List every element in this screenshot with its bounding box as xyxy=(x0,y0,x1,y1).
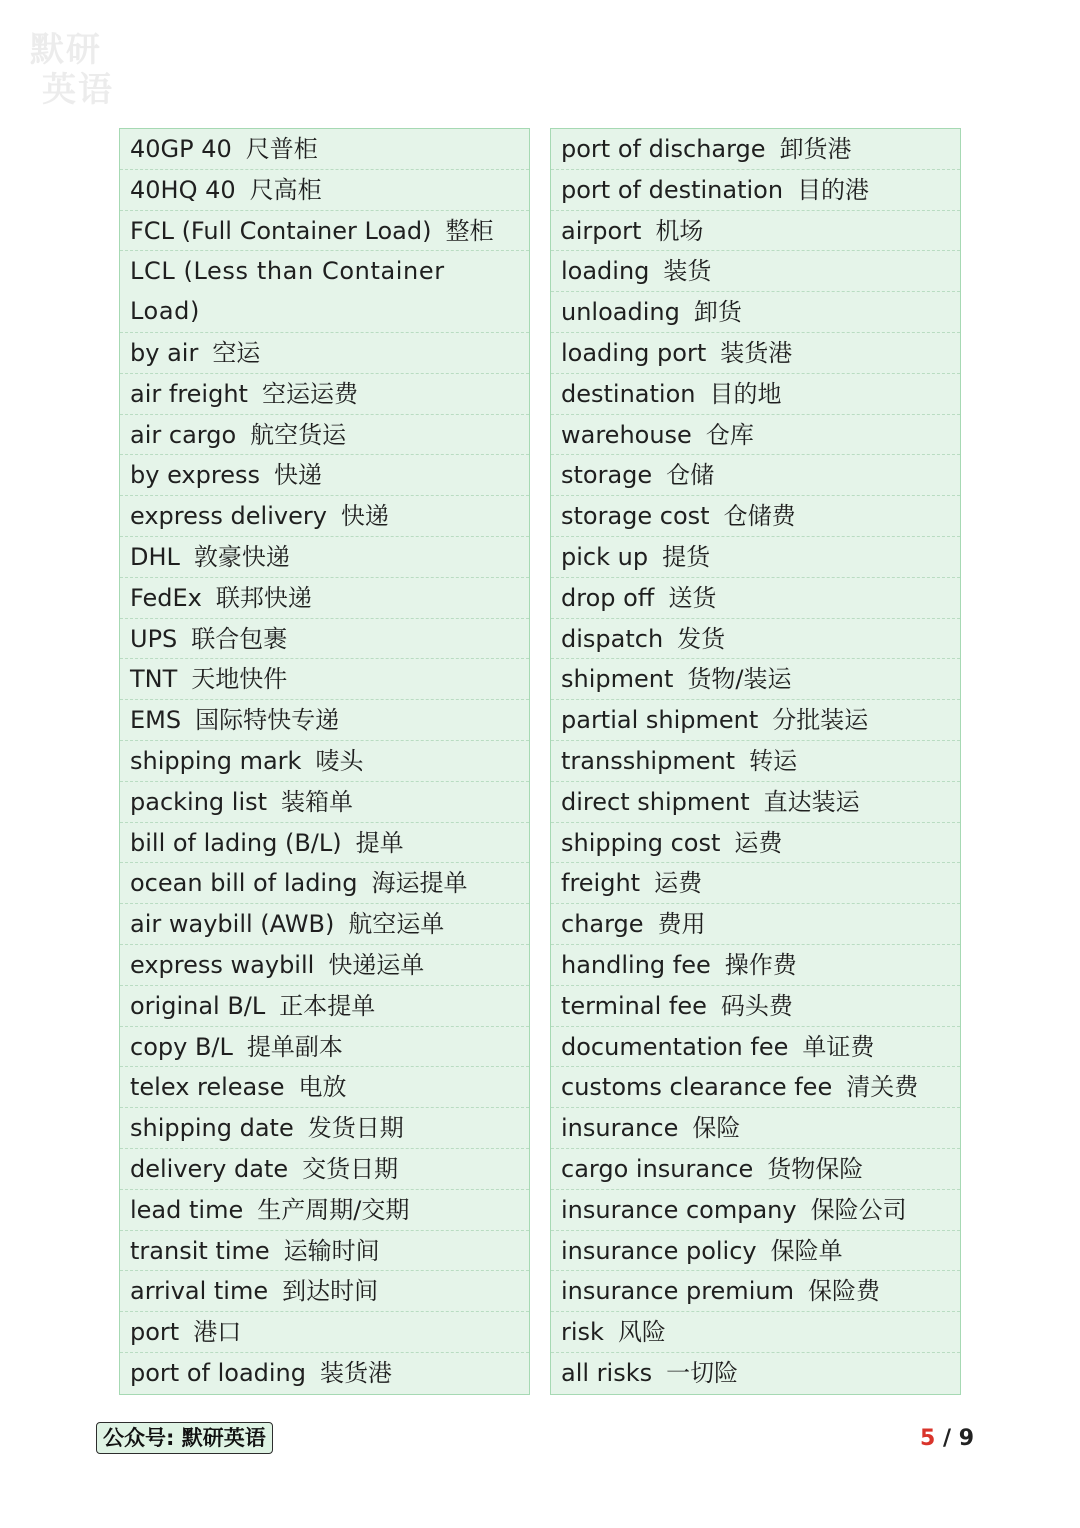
vocab-chinese: 操作费 xyxy=(724,950,797,979)
vocab-english: airport xyxy=(561,216,642,245)
page-current: 5 xyxy=(920,1426,936,1451)
vocab-row xyxy=(120,496,529,537)
vocab-row xyxy=(120,945,529,986)
vocab-row xyxy=(551,1108,960,1149)
vocab-chinese: 提单副本 xyxy=(246,1032,343,1061)
vocab-english: insurance xyxy=(561,1114,679,1143)
vocab-row xyxy=(120,863,529,904)
vocab-row xyxy=(120,333,529,374)
vocab-row xyxy=(120,455,529,496)
vocab-row xyxy=(551,945,960,986)
vocab-english: loading xyxy=(561,257,650,286)
vocab-row xyxy=(551,904,960,945)
vocab-row xyxy=(551,1353,960,1394)
vocab-english: FCL (Full Container Load) xyxy=(130,216,432,245)
vocab-row xyxy=(120,1312,529,1353)
vocab-chinese: 敦豪快递 xyxy=(193,542,290,571)
vocab-chinese: 空运 xyxy=(212,338,261,367)
vocab-row xyxy=(120,1231,529,1272)
vocab-chinese: 发货 xyxy=(677,624,726,653)
vocab-english: transshipment xyxy=(561,746,736,775)
vocab-row xyxy=(551,496,960,537)
vocab-english: cargo insurance xyxy=(561,1154,754,1183)
vocab-row xyxy=(551,741,960,782)
vocab-english: shipping mark xyxy=(130,746,302,775)
vocab-row xyxy=(551,659,960,700)
vocab-column-left xyxy=(119,128,530,1395)
vocab-row xyxy=(551,170,960,211)
vocab-row xyxy=(551,700,960,741)
vocab-row xyxy=(120,1149,529,1190)
vocab-chinese: 整柜 xyxy=(445,216,494,245)
vocab-row xyxy=(120,741,529,782)
vocab-chinese: 装货港 xyxy=(720,338,793,367)
vocab-chinese: 仓储费 xyxy=(723,502,796,531)
vocab-row xyxy=(551,782,960,823)
vocab-row xyxy=(551,578,960,619)
vocab-chinese: 装货 xyxy=(663,257,712,286)
vocab-chinese: 费用 xyxy=(657,910,706,939)
vocab-english: pick up xyxy=(561,542,649,571)
vocab-english: handling fee xyxy=(561,950,711,979)
page-number xyxy=(920,1426,974,1451)
vocab-row xyxy=(120,1190,529,1231)
vocab-chinese: 一切险 xyxy=(666,1358,739,1387)
vocab-chinese: 转运 xyxy=(749,746,798,775)
vocab-row xyxy=(120,619,529,660)
page-separator: / xyxy=(935,1426,959,1451)
vocab-english: storage xyxy=(561,461,653,490)
vocab-row xyxy=(120,1108,529,1149)
vocab-row xyxy=(120,782,529,823)
vocab-english: air cargo xyxy=(130,420,237,449)
vocab-english: port of destination xyxy=(561,175,784,204)
vocab-chinese: 目的地 xyxy=(709,379,782,408)
vocab-chinese: 保险 xyxy=(692,1114,741,1143)
vocab-row xyxy=(120,823,529,864)
vocab-english: freight xyxy=(561,869,641,898)
vocab-row xyxy=(551,823,960,864)
logo-line-1: 默研 xyxy=(30,30,102,70)
vocab-row xyxy=(551,1149,960,1190)
vocab-chinese: 机场 xyxy=(655,216,704,245)
vocab-chinese: 仓储 xyxy=(666,461,715,490)
logo-line-2: 英语 xyxy=(42,70,114,110)
vocab-row xyxy=(120,374,529,415)
vocab-column-right xyxy=(550,128,961,1395)
vocab-row xyxy=(120,251,529,333)
vocab-english: air waybill (AWB) xyxy=(130,910,335,939)
vocab-chinese: 快递 xyxy=(340,502,389,531)
vocab-row xyxy=(120,904,529,945)
vocab-english: express delivery xyxy=(130,502,327,531)
vocab-english: port xyxy=(130,1318,180,1347)
vocab-english: copy B/L xyxy=(130,1032,233,1061)
vocab-english: lead time xyxy=(130,1195,244,1224)
vocab-row xyxy=(551,1271,960,1312)
vocab-chinese: 航空货运 xyxy=(250,420,347,449)
vocab-row xyxy=(551,1190,960,1231)
vocab-english: delivery date xyxy=(130,1154,289,1183)
vocab-english: customs clearance fee xyxy=(561,1073,833,1102)
vocab-chinese: 直达装运 xyxy=(763,787,860,816)
vocab-row xyxy=(551,1312,960,1353)
vocab-english: partial shipment xyxy=(561,706,759,735)
vocab-chinese: 电放 xyxy=(298,1073,347,1102)
vocab-chinese: 海运提单 xyxy=(371,869,468,898)
vocab-english: shipping cost xyxy=(561,828,721,857)
vocab-chinese: 尺高柜 xyxy=(249,175,322,204)
vocab-english: storage cost xyxy=(561,502,710,531)
vocab-english: TNT xyxy=(130,665,178,694)
vocab-chinese: 卸货 xyxy=(693,298,742,327)
vocab-english: charge xyxy=(561,910,644,939)
vocab-row xyxy=(551,1231,960,1272)
vocab-chinese: 到达时间 xyxy=(282,1277,379,1306)
vocab-chinese: 提货 xyxy=(662,542,711,571)
vocab-chinese: 保险单 xyxy=(770,1236,843,1265)
vocab-row xyxy=(551,455,960,496)
vocab-english: air freight xyxy=(130,379,248,408)
vocab-row xyxy=(120,1353,529,1394)
vocab-chinese: 快递 xyxy=(273,461,322,490)
vocab-english: insurance company xyxy=(561,1195,797,1224)
vocab-chinese: 港口 xyxy=(193,1318,242,1347)
vocab-chinese: 联合包裹 xyxy=(191,624,288,653)
vocab-row xyxy=(551,129,960,170)
vocab-chinese: 唛头 xyxy=(315,746,364,775)
vocab-chinese: 码头费 xyxy=(720,991,793,1020)
vocab-row xyxy=(551,251,960,292)
vocab-row xyxy=(551,415,960,456)
vocab-row xyxy=(120,415,529,456)
vocab-english: loading port xyxy=(561,338,707,367)
vocab-row xyxy=(551,619,960,660)
vocab-chinese: 提单 xyxy=(355,828,404,857)
vocab-row xyxy=(120,129,529,170)
vocab-row xyxy=(551,537,960,578)
page-total: 9 xyxy=(958,1426,974,1451)
vocab-english: all risks xyxy=(561,1358,653,1387)
vocab-chinese: 货物保险 xyxy=(767,1154,864,1183)
vocab-chinese: 装货港 xyxy=(320,1358,392,1387)
vocab-chinese: 联邦快递 xyxy=(215,583,312,612)
vocab-chinese: 仓库 xyxy=(705,420,754,449)
vocab-row xyxy=(120,170,529,211)
vocab-chinese: 货物/装运 xyxy=(687,665,792,694)
brand-logo xyxy=(30,30,120,125)
vocab-chinese: 运费 xyxy=(734,828,783,857)
vocab-chinese: 国际特快专递 xyxy=(195,706,340,735)
vocab-row xyxy=(120,986,529,1027)
vocab-chinese: 风险 xyxy=(617,1318,666,1347)
vocab-english: telex release xyxy=(130,1073,285,1102)
vocab-row xyxy=(120,578,529,619)
vocab-english: by air xyxy=(130,338,199,367)
vocab-chinese: 清关费 xyxy=(846,1073,919,1102)
vocab-row xyxy=(120,211,529,252)
vocab-english: terminal fee xyxy=(561,991,707,1020)
vocab-chinese: 分批装运 xyxy=(772,706,869,735)
vocab-english: port of discharge xyxy=(561,135,766,163)
vocab-chinese: 快递运单 xyxy=(328,950,425,979)
vocab-english: LCL (Less than Container Load) xyxy=(130,257,445,326)
vocab-english: FedEx xyxy=(130,583,202,612)
footer-account-badge: 公众号: 默研英语 xyxy=(96,1422,273,1454)
vocab-row xyxy=(120,1067,529,1108)
vocab-english: EMS xyxy=(130,706,182,735)
vocab-english: shipping date xyxy=(130,1114,294,1143)
vocab-english: documentation fee xyxy=(561,1032,789,1061)
vocab-english: by express xyxy=(130,461,260,490)
vocab-english: direct shipment xyxy=(561,787,750,816)
vocab-chinese: 装箱单 xyxy=(281,787,354,816)
vocab-english: dispatch xyxy=(561,624,664,653)
vocab-chinese: 保险公司 xyxy=(810,1195,907,1224)
vocab-english: bill of lading (B/L) xyxy=(130,828,342,857)
vocab-english: insurance policy xyxy=(561,1236,757,1265)
vocab-chinese: 空运运费 xyxy=(261,379,358,408)
vocab-english: insurance premium xyxy=(561,1277,794,1306)
vocab-chinese: 保险费 xyxy=(807,1277,880,1306)
vocab-chinese: 天地快件 xyxy=(191,665,288,694)
vocab-chinese: 生产周期/交期 xyxy=(257,1195,410,1224)
vocab-row xyxy=(120,1271,529,1312)
vocab-english: arrival time xyxy=(130,1277,269,1306)
vocab-english: warehouse xyxy=(561,420,692,449)
vocab-english: transit time xyxy=(130,1236,270,1265)
vocab-chinese: 交货日期 xyxy=(302,1154,399,1183)
vocab-english: shipment xyxy=(561,665,674,694)
vocab-english: 40GP 40 xyxy=(130,135,232,163)
vocab-row xyxy=(551,374,960,415)
vocab-english: risk xyxy=(561,1318,604,1347)
vocab-english: DHL xyxy=(130,542,180,571)
vocab-row xyxy=(551,292,960,333)
vocab-english: express waybill xyxy=(130,950,315,979)
vocab-chinese: 航空运单 xyxy=(348,910,445,939)
vocab-english: drop off xyxy=(561,583,655,612)
vocab-english: unloading xyxy=(561,298,680,327)
vocab-row xyxy=(551,986,960,1027)
vocab-english: ocean bill of lading xyxy=(130,869,358,898)
vocab-chinese: 尺普柜 xyxy=(245,135,318,163)
vocab-chinese: 运输时间 xyxy=(283,1236,380,1265)
vocab-row xyxy=(551,333,960,374)
vocab-chinese: 单证费 xyxy=(802,1032,875,1061)
vocab-english: port of loading xyxy=(130,1358,306,1387)
vocab-english: UPS xyxy=(130,624,178,653)
vocab-row xyxy=(551,1027,960,1068)
vocab-chinese: 运费 xyxy=(654,869,703,898)
vocab-english: packing list xyxy=(130,787,268,816)
vocab-chinese: 发货日期 xyxy=(307,1114,404,1143)
vocab-row xyxy=(120,700,529,741)
vocab-row xyxy=(120,1027,529,1068)
vocab-row xyxy=(551,211,960,252)
vocab-chinese: 送货 xyxy=(668,583,717,612)
vocab-row xyxy=(551,1067,960,1108)
vocab-row xyxy=(120,659,529,700)
vocab-english: destination xyxy=(561,379,696,408)
vocab-row xyxy=(120,537,529,578)
vocab-chinese: 正本提单 xyxy=(279,991,376,1020)
vocab-chinese: 目的港 xyxy=(797,175,870,204)
vocab-english: original B/L xyxy=(130,991,266,1020)
vocab-english: 40HQ 40 xyxy=(130,175,236,204)
vocab-row xyxy=(551,863,960,904)
vocab-chinese: 卸货港 xyxy=(779,135,852,163)
